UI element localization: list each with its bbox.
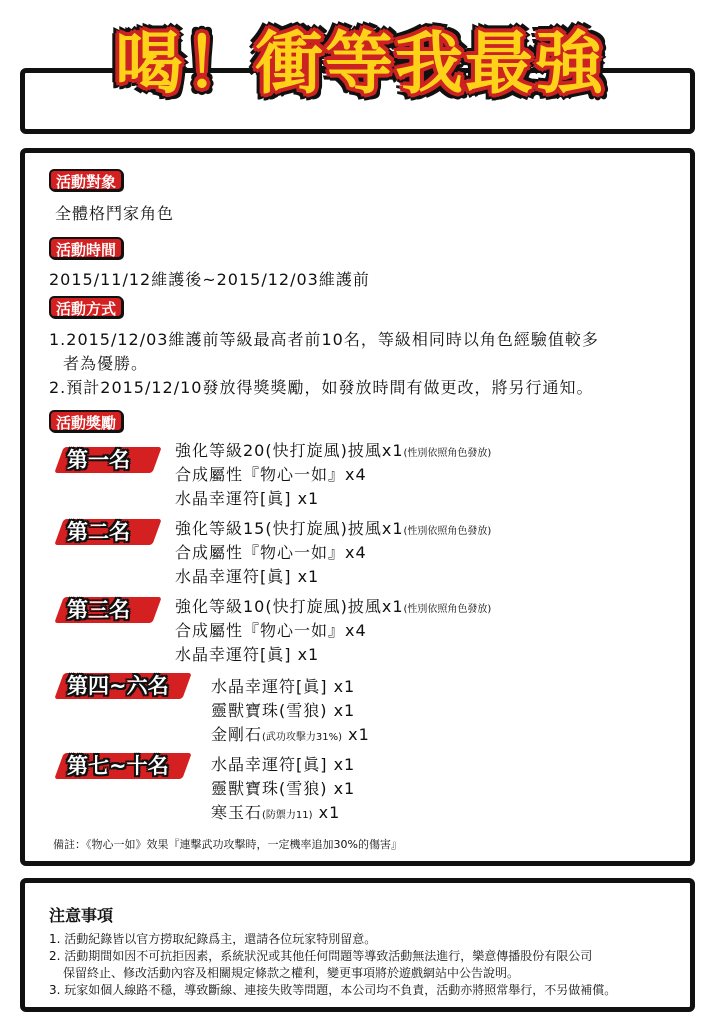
rank-4-6-item-2: 靈獸寶珠(雪狼) x1 [211, 701, 356, 720]
notice-line-3: 3. 玩家如個人線路不穩，導致斷線、連接失敗等問題，本公司均不負責，活動亦將照常舉行，不另做補償。 [49, 983, 617, 997]
rank-4-6-item-1: 水晶幸運符[眞] x1 [211, 677, 356, 696]
notices-box [20, 878, 695, 1012]
method-line-2: 2.預計2015/12/10發放得獎獎勵，如發放時間有做更改，將另行通知。 [49, 378, 594, 397]
notices-title: 注意事項 [49, 906, 114, 925]
rank-2-item-3: 水晶幸運符[眞] x1 [175, 567, 320, 586]
section-label-time: 活動時間 [49, 237, 123, 259]
section-label-method: 活動方式 [49, 296, 123, 318]
rank-3-item-3: 水晶幸運符[眞] x1 [175, 645, 320, 664]
rank-1-item-3: 水晶幸運符[眞] x1 [175, 489, 320, 508]
rank-4-6-label: 第四~六名 [67, 674, 169, 698]
rank-7-10-item-1: 水晶幸運符[眞] x1 [211, 755, 356, 774]
method-line-1b: 者為優勝。 [63, 354, 149, 373]
rank-7-10-label: 第七~十名 [67, 754, 169, 778]
target-text: 全體格鬥家角色 [55, 204, 175, 223]
rank-1-label: 第一名 [67, 448, 130, 472]
time-text: 2015/11/12維護後~2015/12/03維護前 [49, 270, 370, 289]
rank-7-10-item-3: 寒玉石(防禦力11) x1 [211, 803, 341, 822]
rank-2-item-2: 合成屬性『物心一如』x4 [175, 543, 367, 562]
method-line-1: 1.2015/12/03維護前等級最高者前10名，等級相同時以角色經驗值較多 [49, 330, 599, 349]
rank-2-label: 第二名 [67, 520, 130, 544]
rank-3-label: 第三名 [67, 598, 130, 622]
notice-line-1: 1. 活動紀錄皆以官方撈取紀錄爲主，還請各位玩家特別留意。 [49, 932, 377, 946]
rank-1-item-2: 合成屬性『物心一如』x4 [175, 465, 367, 484]
notice-line-2b: 保留終止、修改活動內容及相關規定條款之權利，變更事項將於遊戲網站中公告說明。 [63, 966, 520, 980]
rank-7-10-item-2: 靈獸寶珠(雪狼) x1 [211, 779, 356, 798]
rank-3-item-2: 合成屬性『物心一如』x4 [175, 621, 367, 640]
footnote: 備註：《物心一如》效果『連擊武功攻擊時，一定機率追加30%的傷害』 [53, 838, 402, 851]
page-title: 喝！衝等我最強 [114, 25, 605, 104]
section-label-rewards: 活動獎勵 [49, 410, 123, 432]
section-label-target: 活動對象 [49, 169, 123, 191]
notice-line-2: 2. 活動期間如因不可抗拒因素，系統狀況或其他任何問題等導致活動無法進行，樂意傳播股份有限公司 [49, 949, 593, 963]
rank-2-item-1: 強化等級15(快打旋風)披風x1(性別依照角色發放) [175, 519, 492, 538]
event-details-box [20, 148, 695, 866]
rank-1-item-1: 強化等級20(快打旋風)披風x1(性別依照角色發放) [175, 441, 492, 460]
rank-4-6-item-3: 金剛石(武功攻擊力31%) x1 [211, 725, 370, 744]
rank-3-item-1: 強化等級10(快打旋風)披風x1(性別依照角色發放) [175, 597, 492, 616]
